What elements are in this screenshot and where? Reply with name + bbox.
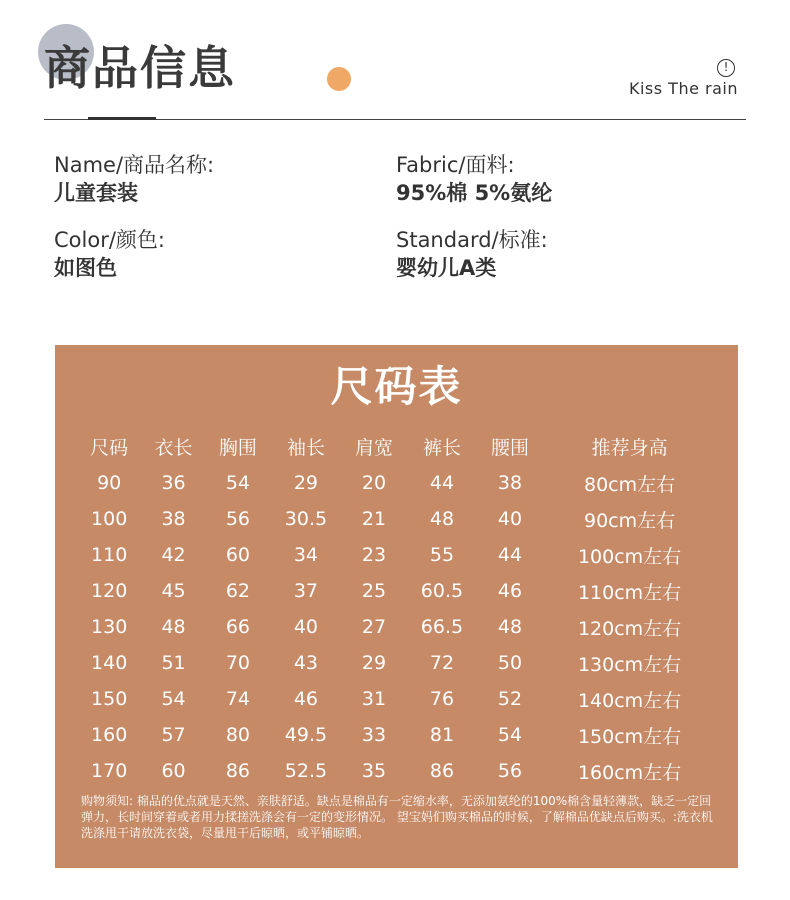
table-cell: 51: [161, 652, 186, 674]
table-row: [77, 609, 717, 645]
table-cell: 55: [429, 544, 455, 566]
table-cell: 20: [361, 472, 387, 494]
fabric-value: 95%棉 5%氨纶: [396, 181, 553, 205]
product-name-label: Name/商品名称:: [54, 153, 215, 177]
table-cell: 60: [225, 544, 251, 566]
table-cell: 34: [293, 544, 319, 566]
table-cell: 150cm左右: [577, 725, 682, 748]
table-cell: 120cm左右: [577, 617, 682, 640]
table-cell: 48: [497, 616, 523, 638]
table-cell: 52.5: [284, 760, 328, 782]
table-cell: 56: [497, 760, 523, 782]
table-cell: 43: [293, 652, 319, 674]
size-table: [77, 427, 717, 789]
table-cell: 130cm左右: [577, 653, 682, 676]
header-cell: 衣长: [154, 436, 193, 459]
brand-name: Kiss The rain: [628, 79, 738, 98]
standard-label: Standard/标准:: [396, 228, 548, 252]
header-divider-accent: [88, 117, 156, 120]
table-cell: 40: [497, 508, 523, 530]
table-cell: 21: [361, 508, 387, 530]
table-cell: 60.5: [420, 580, 464, 602]
table-cell: 27: [361, 616, 387, 638]
table-cell: 29: [361, 652, 387, 674]
header-cell: 袖长: [286, 436, 325, 459]
table-cell: 46: [497, 580, 523, 602]
table-cell: 54: [225, 472, 251, 494]
table-cell: 72: [429, 652, 455, 674]
table-cell: 38: [497, 472, 523, 494]
table-row: [77, 645, 717, 681]
table-cell: 100cm左右: [577, 545, 682, 568]
table-cell: 29: [293, 472, 319, 494]
table-cell: 170: [91, 760, 128, 782]
table-row: [77, 573, 717, 609]
table-cell: 140: [91, 652, 128, 674]
table-cell: 110: [91, 544, 128, 566]
table-cell: 110cm左右: [577, 581, 682, 604]
table-cell: 49.5: [284, 724, 328, 746]
table-cell: 54: [497, 724, 523, 746]
table-cell: 33: [361, 724, 387, 746]
table-cell: 50: [497, 652, 523, 674]
table-cell: 40: [293, 616, 319, 638]
product-name-block: [54, 151, 214, 207]
table-cell: 90: [97, 472, 122, 494]
table-cell: 44: [497, 544, 523, 566]
size-chart-title: 尺码表: [330, 362, 463, 411]
product-name-value: 儿童套装: [54, 181, 138, 205]
color-value: 如图色: [54, 256, 117, 280]
table-cell: 62: [225, 580, 251, 602]
color-block: [54, 226, 165, 282]
table-cell: 52: [497, 688, 523, 710]
table-cell: 86: [225, 760, 251, 782]
color-label: Color/颜色:: [54, 228, 165, 252]
table-cell: 70: [225, 652, 251, 674]
header-cell: 推荐身高: [591, 436, 668, 459]
table-cell: 56: [225, 508, 251, 530]
table-cell: 100: [91, 508, 128, 530]
decorative-circle-orange: [327, 67, 351, 91]
table-cell: 90cm左右: [584, 509, 676, 532]
table-cell: 23: [361, 544, 387, 566]
fabric-label: Fabric/面料:: [396, 153, 515, 177]
table-cell: 80cm左右: [584, 473, 676, 496]
header-cell: 腰围: [490, 436, 529, 459]
table-cell: 160: [91, 724, 128, 746]
table-cell: 48: [429, 508, 455, 530]
shopping-notice: 购物须知: 棉品的优点就是天然、亲肤舒适。缺点是棉品有一定缩水率，无添加氨纶的100%棉含量轻薄款，缺乏一定回弹力，长时间穿着或者用力揉搓洗涤会有一定的变形情况。 望宝妈们购买棉品的时候，了解棉品优缺点后购买。:洗衣机洗涤甩干请放洗衣袋，尽量甩干后晾晒，或平铺晾晒。: [81, 794, 713, 840]
table-cell: 150: [91, 688, 128, 710]
table-cell: 81: [429, 724, 455, 746]
table-cell: 66: [225, 616, 251, 638]
table-cell: 80: [225, 724, 251, 746]
table-cell: 130: [91, 616, 128, 638]
table-cell: 57: [161, 724, 186, 746]
standard-value: 婴幼儿A类: [396, 256, 497, 280]
fabric-block: [396, 151, 552, 207]
table-cell: 160cm左右: [577, 761, 682, 784]
size-table-header-row: [77, 427, 717, 465]
header-cell: 尺码: [90, 436, 129, 459]
table-row: [77, 753, 717, 789]
size-chart-panel: [55, 345, 738, 868]
table-cell: 140cm左右: [577, 689, 682, 712]
table-cell: 35: [361, 760, 387, 782]
header-cell: 裤长: [422, 436, 461, 459]
table-cell: 44: [429, 472, 455, 494]
table-cell: 74: [225, 688, 251, 710]
table-row: [77, 681, 717, 717]
table-cell: 36: [161, 472, 186, 494]
table-cell: 46: [293, 688, 319, 710]
table-cell: 42: [161, 544, 186, 566]
table-cell: 45: [161, 580, 186, 602]
table-cell: 48: [161, 616, 186, 638]
standard-block: [396, 226, 548, 282]
table-row: [77, 501, 717, 537]
table-cell: 86: [429, 760, 455, 782]
table-cell: 54: [161, 688, 186, 710]
table-cell: 31: [361, 688, 387, 710]
header-cell: 胸围: [218, 436, 257, 459]
table-row: [77, 537, 717, 573]
table-cell: 38: [161, 508, 186, 530]
table-cell: 120: [91, 580, 128, 602]
table-cell: 37: [293, 580, 319, 602]
table-row: [77, 465, 717, 501]
table-row: [77, 717, 717, 753]
table-cell: 25: [361, 580, 387, 602]
page-title: 商品信息: [44, 41, 236, 95]
table-cell: 60: [161, 760, 186, 782]
table-cell: 66.5: [420, 616, 464, 638]
exclamation-circle-icon: !: [717, 59, 735, 77]
table-cell: 76: [429, 688, 455, 710]
header-cell: 肩宽: [354, 436, 393, 459]
table-cell: 30.5: [284, 508, 328, 530]
